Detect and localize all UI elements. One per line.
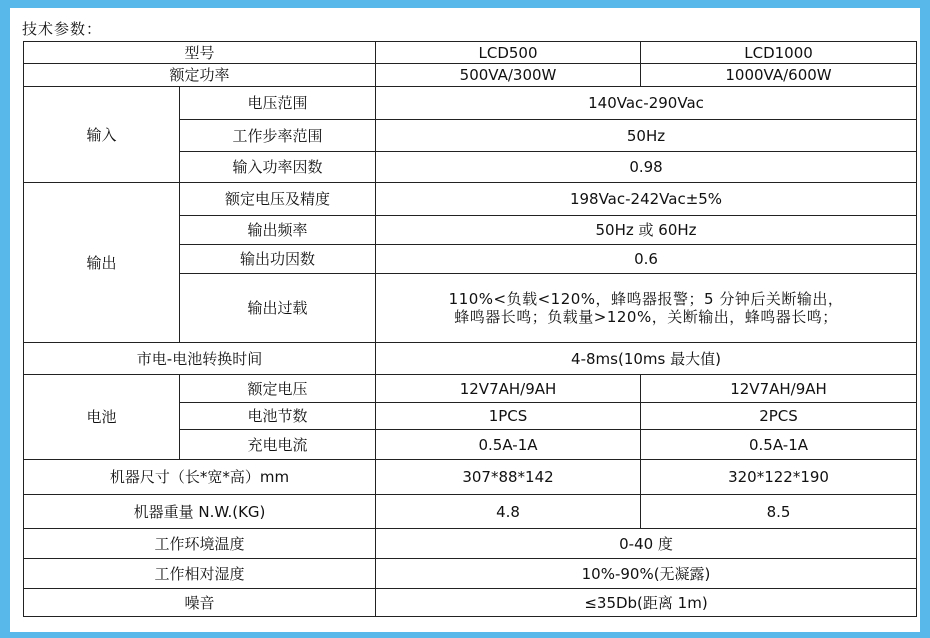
noise-label: 噪音 xyxy=(24,589,376,617)
battery-count-a: 1PCS xyxy=(376,403,641,430)
table-row xyxy=(24,87,917,120)
output-voltage-value: 198Vac-242Vac±5% xyxy=(376,183,917,216)
battery-count-label: 电池节数 xyxy=(180,403,376,430)
temperature-value: 0-40 度 xyxy=(376,529,917,559)
output-frequency-label: 输出频率 xyxy=(180,216,376,245)
overload-line-1: 110%<负载<120%，蜂鸣器报警；5 分钟后关断输出， xyxy=(448,290,844,308)
rated-power-a: 500VA/300W xyxy=(376,64,641,87)
table-row xyxy=(24,460,917,495)
transfer-time-label: 市电-电池转换时间 xyxy=(24,343,376,375)
battery-count-b: 2PCS xyxy=(641,403,917,430)
input-voltage-label: 电压范围 xyxy=(180,87,376,120)
weight-b: 8.5 xyxy=(641,495,917,529)
output-group-label: 输出 xyxy=(24,183,180,343)
table-row xyxy=(24,42,917,64)
battery-voltage-a: 12V7AH/9AH xyxy=(376,375,641,403)
humidity-label: 工作相对湿度 xyxy=(24,559,376,589)
size-b: 320*122*190 xyxy=(641,460,917,495)
input-voltage-value: 140Vac-290Vac xyxy=(376,87,917,120)
weight-a: 4.8 xyxy=(376,495,641,529)
input-frequency-value: 50Hz xyxy=(376,120,917,152)
input-pf-label: 输入功率因数 xyxy=(180,152,376,183)
size-a: 307*88*142 xyxy=(376,460,641,495)
table-row xyxy=(24,343,917,375)
table-row xyxy=(24,529,917,559)
table-row xyxy=(24,183,917,216)
rated-power-b: 1000VA/600W xyxy=(641,64,917,87)
output-pf-value: 0.6 xyxy=(376,245,917,274)
rated-power-label: 额定功率 xyxy=(24,64,376,87)
model-label: 型号 xyxy=(24,42,376,64)
table-row xyxy=(24,64,917,87)
output-overload-label: 输出过载 xyxy=(180,274,376,343)
transfer-time-value: 4-8ms(10ms 最大值) xyxy=(376,343,917,375)
input-group-label: 输入 xyxy=(24,87,180,183)
charge-current-label: 充电电流 xyxy=(180,430,376,460)
overload-line-2: 蜂鸣器长鸣；负载量>120%，关断输出，蜂鸣器长鸣； xyxy=(454,308,838,326)
noise-value: ≤35Db(距离 1m) xyxy=(376,589,917,617)
humidity-value: 10%-90%(无凝露) xyxy=(376,559,917,589)
spec-table xyxy=(23,41,917,617)
section-heading: 技术参数： xyxy=(22,20,103,38)
output-voltage-label: 额定电压及精度 xyxy=(180,183,376,216)
output-pf-label: 输出功因数 xyxy=(180,245,376,274)
spec-panel xyxy=(10,8,920,632)
table-row xyxy=(24,559,917,589)
output-overload-value xyxy=(376,274,917,343)
table-row xyxy=(24,495,917,529)
charge-current-b: 0.5A-1A xyxy=(641,430,917,460)
output-frequency-value: 50Hz 或 60Hz xyxy=(376,216,917,245)
model-b: LCD1000 xyxy=(641,42,917,64)
battery-voltage-b: 12V7AH/9AH xyxy=(641,375,917,403)
table-row xyxy=(24,375,917,403)
input-frequency-label: 工作步率范围 xyxy=(180,120,376,152)
weight-label: 机器重量 N.W.(KG) xyxy=(24,495,376,529)
model-a: LCD500 xyxy=(376,42,641,64)
table-row xyxy=(24,589,917,617)
charge-current-a: 0.5A-1A xyxy=(376,430,641,460)
input-pf-value: 0.98 xyxy=(376,152,917,183)
battery-group-label: 电池 xyxy=(24,375,180,460)
size-label: 机器尺寸（长*宽*高）mm xyxy=(24,460,376,495)
battery-voltage-label: 额定电压 xyxy=(180,375,376,403)
temperature-label: 工作环境温度 xyxy=(24,529,376,559)
